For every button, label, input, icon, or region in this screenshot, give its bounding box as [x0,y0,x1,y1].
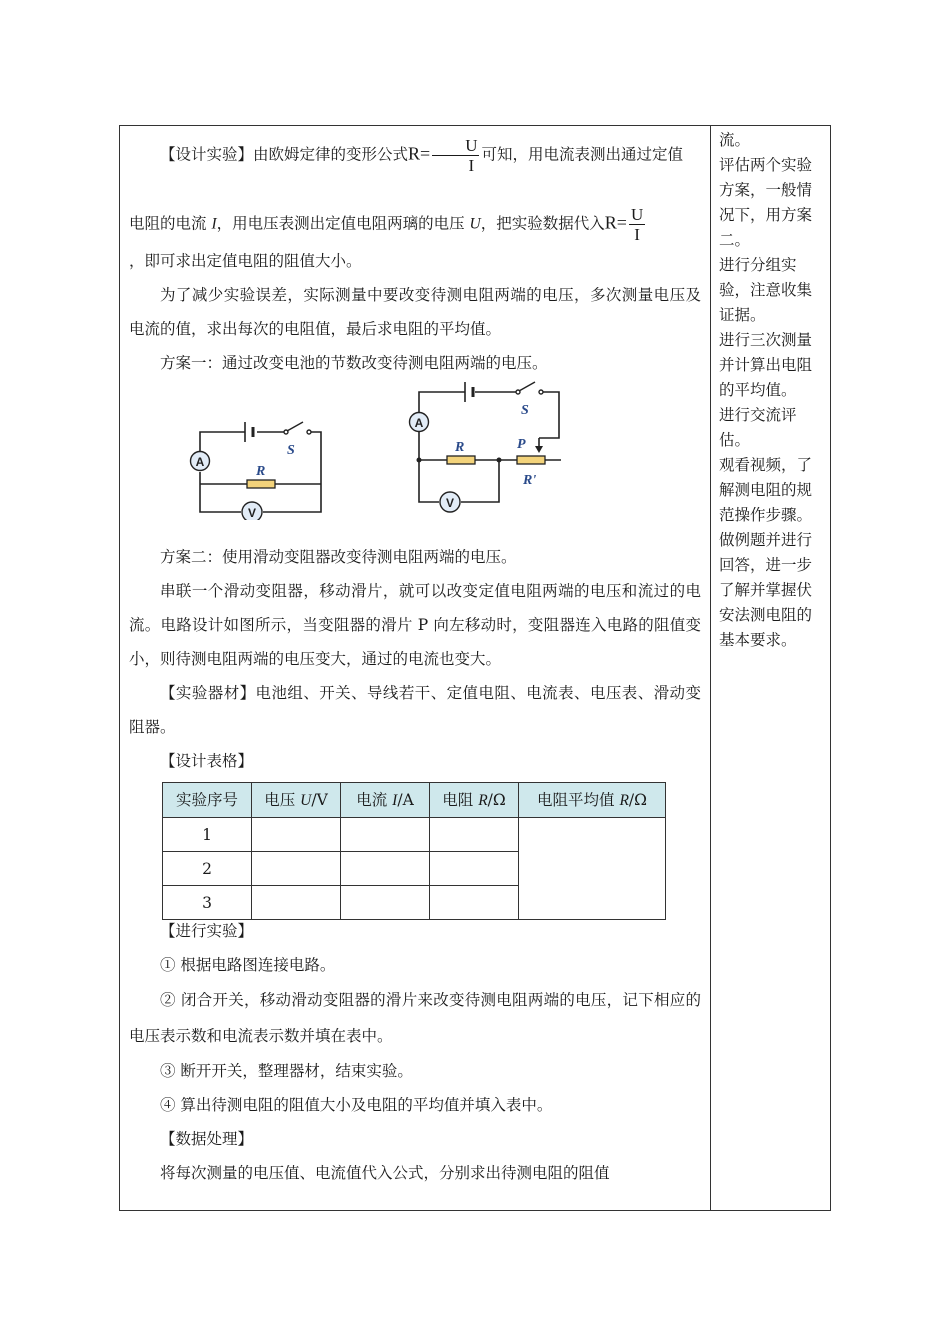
table-header-cell [252,783,341,818]
table-header-cell [519,783,666,818]
circuit2-voltmeter-label: V [445,496,455,510]
circuit-diagram-2 [399,380,574,530]
circuit2-switch-label: S [521,403,529,418]
table-cell [430,818,519,852]
header-text: 电阻平均值 [537,790,620,809]
table-cell [341,852,430,886]
formula-r: R [408,143,421,164]
side-note: 做例题并进行回答，进一步了解并掌握伏安法测电阻的基本要求。 [719,531,813,649]
circuit-diagrams [129,380,701,540]
row-index: 1 [163,818,252,852]
fraction [432,136,479,175]
step-3: ③ 断开开关，整理器材，结束实验。 [160,1062,413,1080]
resistor-icon [447,456,475,464]
design-text: 由欧姆定律的变形公式 [253,145,409,164]
table-cell [252,852,341,886]
header-var: I [392,791,398,809]
design-text: 电阻的电流 [129,214,212,233]
rheostat-icon [517,456,545,464]
step-4: ④ 算出待测电阻的阻值大小及电阻的平均值并填入表中。 [160,1096,553,1114]
side-note: 进行三次测量并计算出电阻的平均值。 [719,331,813,399]
step-1: ① 根据电路图连接电路。 [160,956,336,974]
equipment-text: 电池组、开关、导线若干、定值电阻、电流表、电压表、滑动变阻器。 [129,684,701,736]
header-text: 实验序号 [175,791,238,809]
var-u: U [469,215,481,233]
header-var: R [619,791,629,809]
data-table [162,782,666,920]
rheostat-paragraph: 串联一个滑动变阻器，移动滑片，就可以改变定值电阻两端的电压和流过的电流。电路设计如图所示，当变阻器的滑片 P 向左移动时，变阻器连入电路的阻值变小，则待测电阻两端的电压变大，通过的电流也变大。 [129,582,701,668]
run-label: 【进行实验】 [160,922,254,940]
side-note: 观看视频，了解测电阻的规范操作步骤。 [719,456,813,524]
table-header-cell [341,783,430,818]
header-var: U [300,791,312,809]
table-cell [252,818,341,852]
plan-two: 方案二：使用滑动变阻器改变待测电阻两端的电压。 [160,548,517,566]
circuit2-ammeter-label: A [414,416,424,430]
side-note: 流。 [719,131,751,149]
formula-eq: = [616,212,627,233]
design-paragraph-cont [129,205,701,244]
design-paragraph [129,136,701,175]
fraction-numerator: U [432,136,479,156]
row-index: 2 [163,852,252,886]
lesson-table [119,125,831,1211]
circuit2-slider-label: P [517,437,526,452]
switch-icon [516,382,543,394]
circuit2-resistor-label: R [455,440,465,455]
fraction-numerator: U [630,205,644,224]
header-text: 电阻 [442,790,479,809]
data-label: 【数据处理】 [160,1130,254,1148]
design-text: 可知，用电流表测出通过定值 [481,145,683,164]
step-2: ② 闭合开关，移动滑动变阻器的滑片来改变待测电阻两端的电压，记下相应的电压表示数和电流表示数并填在表中。 [129,991,701,1045]
error-paragraph: 为了减少实验误差，实际测量中要改变待测电阻两端的电压，多次测量电压及电流的值，求出每次的电阻值，最后求电阻的平均值。 [129,286,701,338]
header-var: R [478,791,488,809]
header-text: 电流 [356,790,393,809]
circuit1-resistor-label: R [256,464,266,479]
header-unit: /A [397,790,414,809]
circuit1-switch-label: S [287,443,295,458]
fraction-denominator: I [468,156,475,175]
circuit-diagram-1 [175,400,335,520]
side-note: 进行分组实验，注意收集证据。 [719,256,813,324]
table-label: 【设计表格】 [160,752,254,770]
side-note: 评估两个实验方案，一般情况下，用方案二。 [719,156,813,249]
equipment-paragraph [129,676,701,744]
main-column [129,136,701,1190]
table-header-row [163,783,666,818]
data-text: 将每次测量的电压值、电流值代入公式，分别求出待测电阻的阻值 [160,1164,610,1182]
header-unit: /Ω [487,790,506,809]
circuit1-voltmeter-label: V [247,506,257,520]
design-label: 【设计实验】 [160,145,254,164]
fraction-denominator: I [634,225,640,244]
table-cell [341,818,430,852]
design-conclusion: ，即可求出定值电阻的阻值大小。 [129,252,362,270]
design-text: ，用电压表测出定值电阻两璃的电压 [216,214,470,233]
table-header-cell [163,783,252,818]
side-column [719,128,823,653]
table-cell [430,852,519,886]
resistor-icon [247,480,275,488]
side-note: 进行交流评估。 [719,406,797,449]
fraction [629,205,645,244]
formula-eq: = [420,143,431,164]
row-index: 3 [163,886,252,920]
average-cell [519,818,666,920]
circuit2-rheostat-label: R' [523,473,537,488]
equipment-label: 【实验器材】 [160,684,256,702]
header-unit: /V [311,790,328,809]
table-header-cell [430,783,519,818]
header-unit: /Ω [628,790,647,809]
switch-icon [284,422,311,434]
plan-one: 方案一：通过改变电池的节数改变待测电阻两端的电压。 [160,354,548,372]
var-i: I [211,215,217,233]
header-text: 电压 [264,790,301,809]
table-row [163,818,666,852]
formula-r: R [604,212,617,233]
design-text: ，把实验数据代入 [480,214,605,233]
column-divider [710,126,711,1210]
circuit1-ammeter-label: A [195,455,205,469]
